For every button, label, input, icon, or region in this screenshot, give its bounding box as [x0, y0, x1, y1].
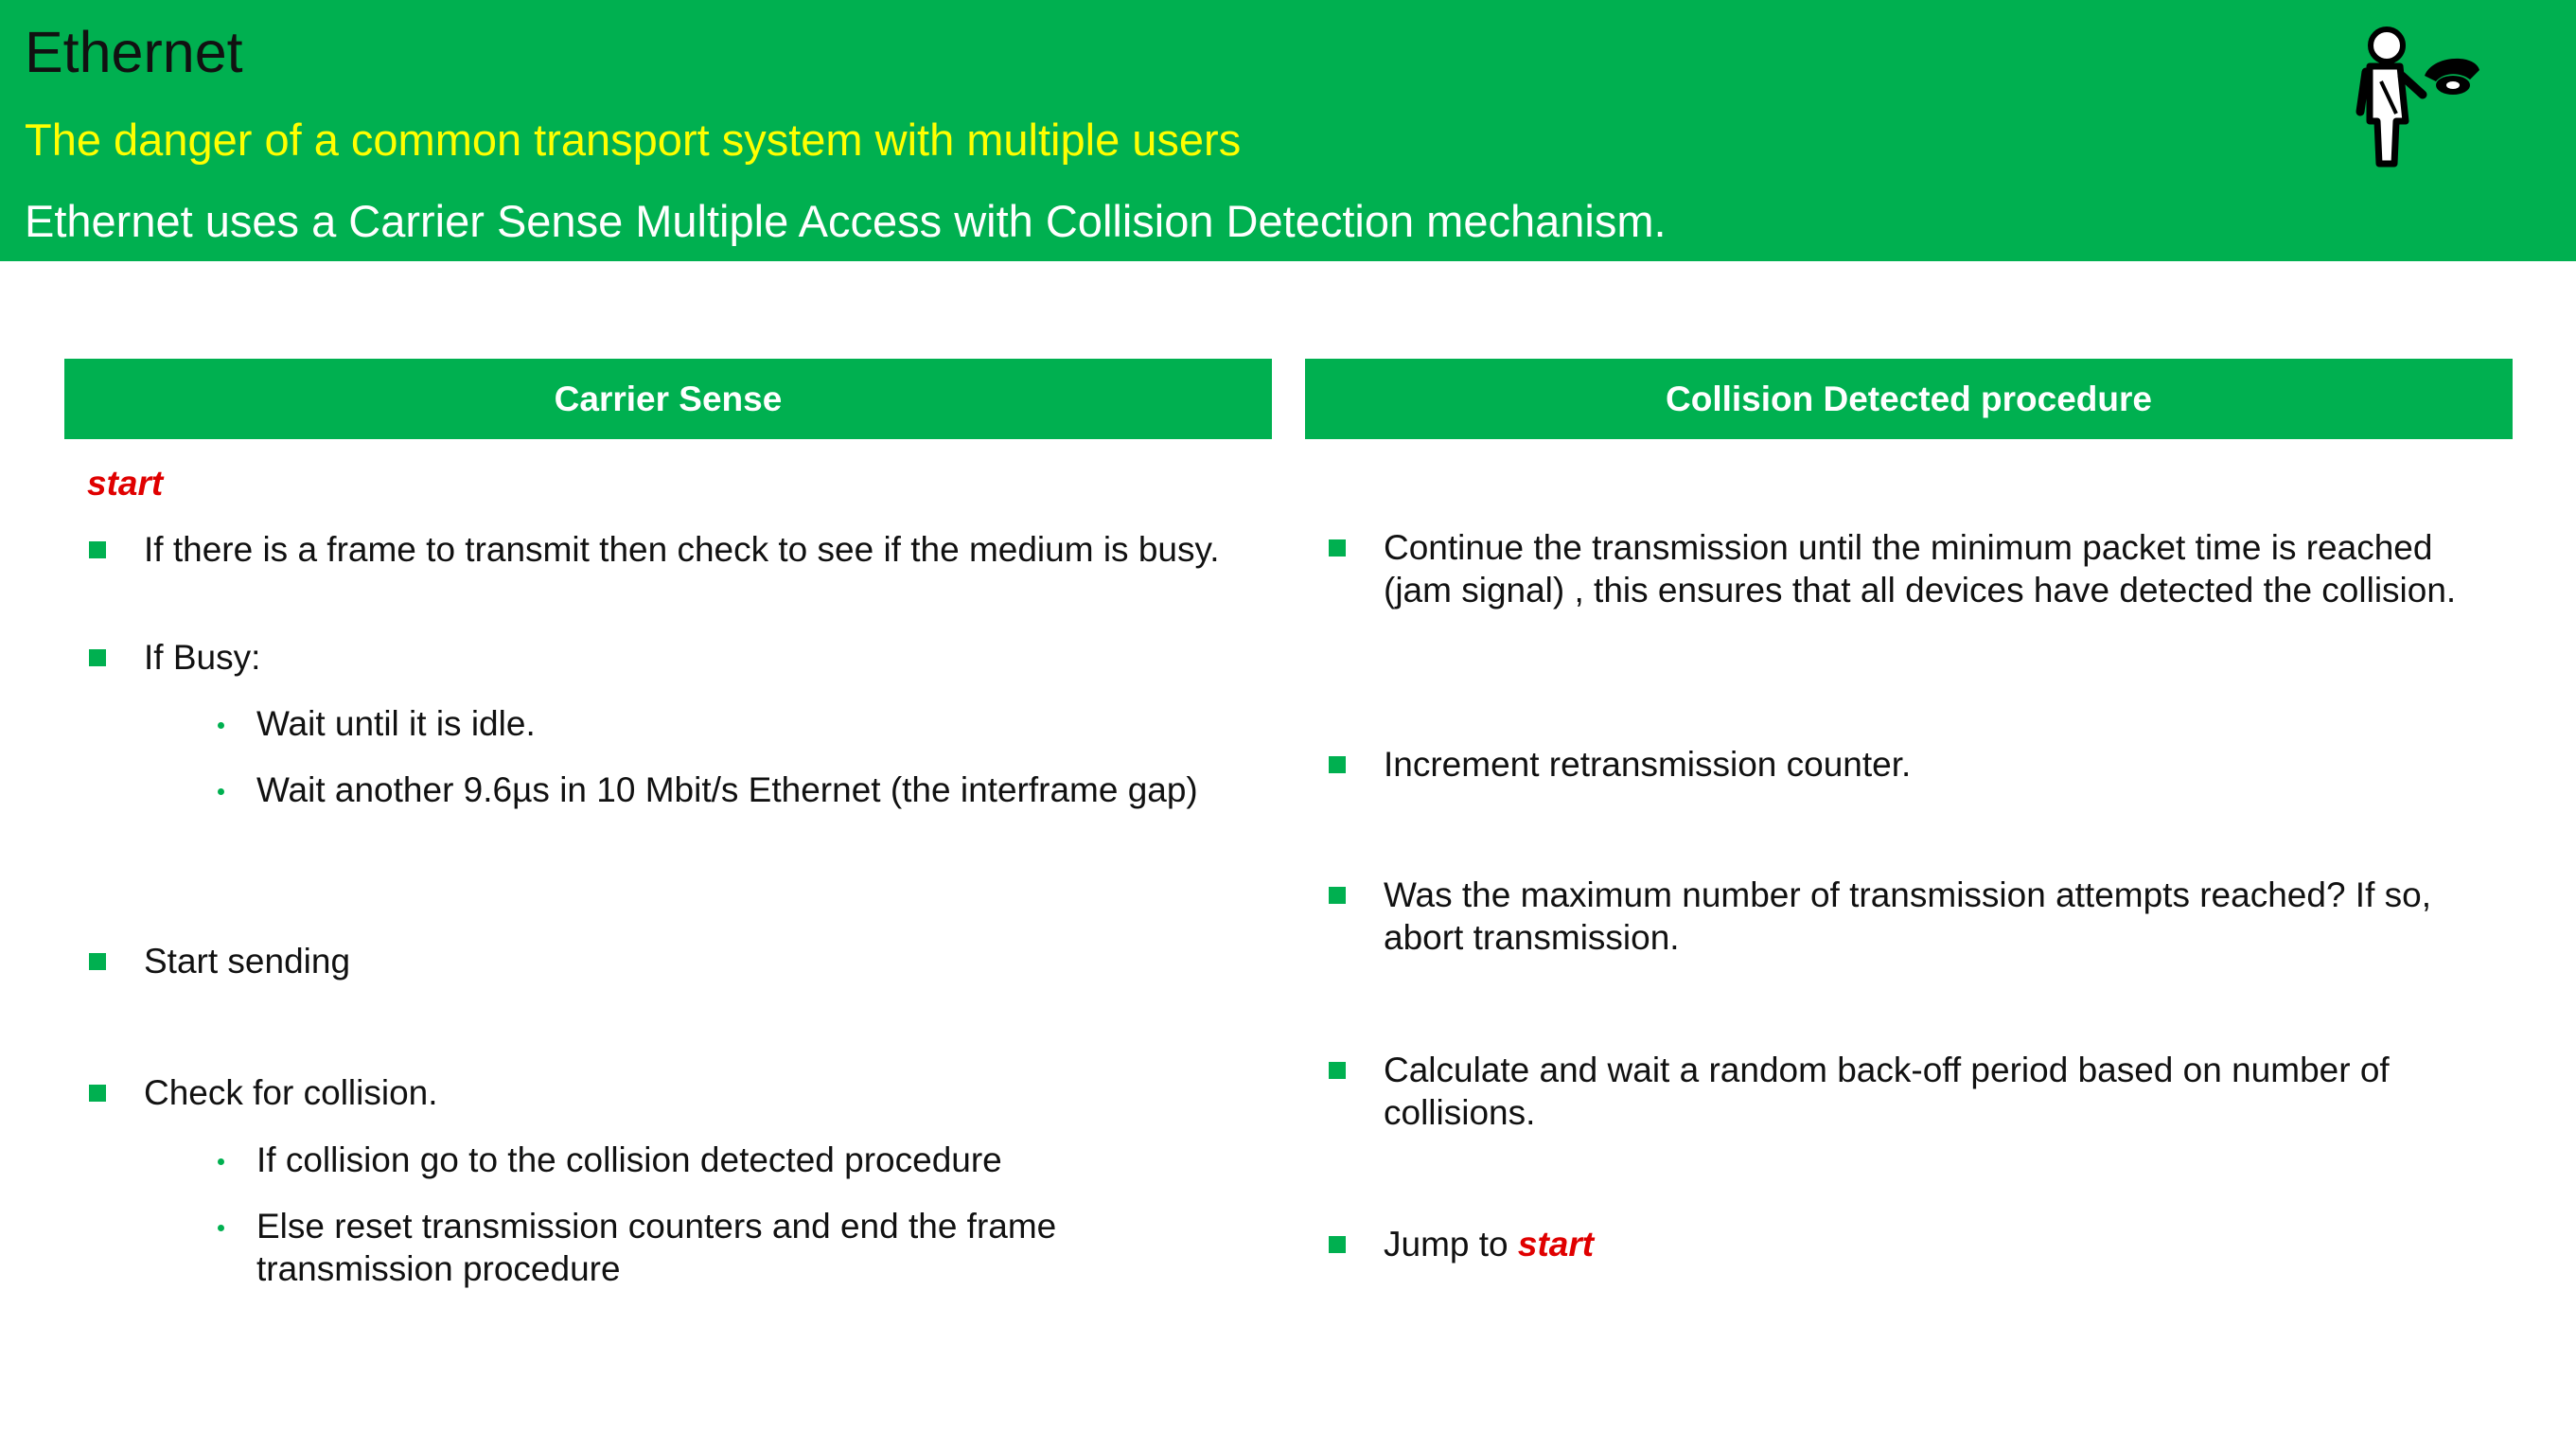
carrier-sense-item: Start sending	[144, 942, 351, 981]
page-title: Ethernet	[25, 20, 243, 84]
bullet-square-icon	[1329, 1062, 1346, 1079]
carrier-sense-item: If there is a frame to transmit then check to see if the medium is busy.	[144, 530, 1220, 569]
carrier-sense-subitem: If collision go to the collision detected procedure	[256, 1140, 1002, 1179]
collision-detected-header: Collision Detected procedure	[1305, 359, 2513, 439]
bullet-dot-icon	[218, 1158, 224, 1165]
bullet-square-icon	[1329, 539, 1346, 557]
bullet-square-icon	[1329, 887, 1346, 904]
start-label: start	[87, 464, 164, 503]
bullet-square-icon	[1329, 756, 1346, 773]
collision-item: Calculate and wait a random back-off period based on number of collisions.	[1384, 1051, 2390, 1132]
bullet-square-icon	[1329, 1236, 1346, 1253]
carrier-sense-item: Check for collision.	[144, 1073, 438, 1112]
carrier-sense-subitem: Wait until it is idle.	[256, 704, 536, 743]
person-with-telephone-icon	[2338, 27, 2489, 168]
bullet-square-icon	[89, 649, 106, 666]
collision-item: Continue the transmission until the minimum packet time is reached (jam signal) , this ensures that all devices have detected the collision.	[1384, 528, 2457, 610]
bullet-square-icon	[89, 541, 106, 558]
bullet-square-icon	[89, 953, 106, 970]
collision-item: Was the maximum number of transmission attempts reached? If so, abort transmission.	[1384, 875, 2432, 957]
page-subtitle: The danger of a common transport system with multiple users	[25, 115, 1242, 165]
carrier-sense-item: If Busy:	[144, 638, 261, 677]
start-label: start	[1517, 1225, 1595, 1263]
bullet-dot-icon	[218, 722, 224, 729]
header-banner	[0, 0, 2576, 261]
carrier-sense-subitem: Wait another 9.6µs in 10 Mbit/s Ethernet (the interframe gap)	[256, 770, 1198, 809]
bullet-dot-icon	[218, 1225, 224, 1231]
page-description: Ethernet uses a Carrier Sense Multiple Access with Collision Detection mechanism.	[25, 196, 1667, 246]
carrier-sense-header: Carrier Sense	[64, 359, 1272, 439]
jump-text: Jump to	[1384, 1225, 1518, 1263]
collision-item: Increment retransmission counter.	[1384, 745, 1912, 784]
bullet-dot-icon	[218, 788, 224, 795]
bullet-square-icon	[89, 1085, 106, 1102]
collision-item-jump	[1384, 1223, 2496, 1265]
carrier-sense-subitem: Else reset transmission counters and end the frame transmission procedure	[256, 1207, 1057, 1288]
